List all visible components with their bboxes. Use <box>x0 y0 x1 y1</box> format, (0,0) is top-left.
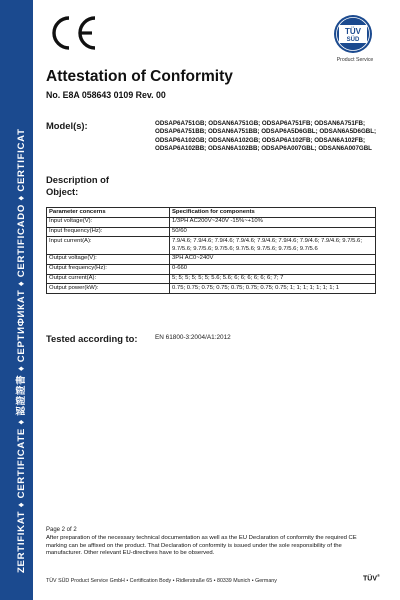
footer-address: TÜV SÜD Product Service GmbH • Certification Body • Ridlerstraße 65 • 80339 Munich • Germany <box>46 578 277 584</box>
models-list: ODSAP6A751GB; ODSAN6A751GB; ODSAP6A751FB; ODSAN6A751FB; ODSAP6A751BB; ODSAN6A751BB; ODSAP6A5D6GBL; ODSAN6A5D6GBL; ODSAP6A102GB; ODSAN6A102GB; ODSAP6A102FB; ODSAN6A102FB; ODSAP6A102BB; ODSAN6A102BB; ODSAP6A007GBL; ODSAN6A007GBL <box>155 120 377 153</box>
table-cell-parameter: Input frequency(Hz): <box>47 227 170 237</box>
table-row <box>47 227 376 237</box>
table-cell-value: 1/3PH AC200V~240V -15%~+10% <box>170 217 376 227</box>
ce-mark-logo <box>45 14 99 52</box>
description-label: Description of Object: <box>46 174 110 197</box>
table-row <box>47 254 376 264</box>
tuv-sud-logo <box>333 14 373 54</box>
table-cell-value: 7.9/4.6; 7.9/4.6; 7.9/4.6; 7.9/4.6; 7.9/4.6; 7.9/4.6; 7.9/4.6; 7.9/4.6; 9.7/5.6; 9.7/5.6; 9.7/5.6; 9.7/5.6; 9.7/5.6; 9.7/5.6; 9.7/5.6; 9.7/5.6 <box>170 237 376 255</box>
product-service-label: Product Service <box>336 57 374 63</box>
table-cell-parameter: Output frequency(Hz): <box>47 264 170 274</box>
table-cell-value: 50/60 <box>170 227 376 237</box>
table-header-parameter: Parameter concerns <box>47 208 170 218</box>
models-label: Model(s): <box>46 120 88 131</box>
table-row <box>47 274 376 284</box>
document-title: Attestation of Conformity <box>46 68 233 85</box>
table-row <box>47 264 376 274</box>
table-cell-parameter: Output power(kW): <box>47 284 170 294</box>
logo-subtext: SÜD <box>346 37 360 43</box>
table-cell-value: 5; 5; 5; 5; 5; 5; 5.6; 5.6; 6; 6; 6; 6; 6; 6; 7; 7 <box>170 274 376 284</box>
table-row <box>47 237 376 255</box>
table-row <box>47 217 376 227</box>
table-row <box>47 284 376 294</box>
side-band-text: ZERTIFIKAT ♦ CERTIFICATE ♦ 認證證書 ♦ СЕРТИФИКАТ ♦ CERTIFICADO ♦ CERTIFICAT <box>16 128 27 573</box>
registered-mark: ® <box>377 573 380 578</box>
table-cell-parameter: Output current(A): <box>47 274 170 284</box>
table-header-specification: Specification for components <box>170 208 376 218</box>
table-cell-value: 0-660 <box>170 264 376 274</box>
table-cell-value: 0.75; 0.75; 0.75; 0.75; 0.75; 0.75; 0.75; 0.75; 1; 1; 1; 1; 1; 1; 1; 1 <box>170 284 376 294</box>
table-cell-parameter: Output voltage(V): <box>47 254 170 264</box>
logo-text: TÜV <box>345 27 361 36</box>
footer-logo-text: TÜV <box>363 575 377 583</box>
document-number: No. E8A 058643 0109 Rev. 00 <box>46 90 166 100</box>
table-cell-parameter: Input voltage(V): <box>47 217 170 227</box>
tested-label: Tested according to: <box>46 333 138 344</box>
page-number: Page 2 of 2 <box>46 527 77 533</box>
certificate-side-band <box>0 0 33 600</box>
conformity-footnote: After preparation of the necessary technical documentation as well as the EU Declaration of conformity the required CE marking can be affixed on the product. That Declaration of conformity is issued under the sole responsibility of the manufacturer. Other relevant EU-directives have to be observed. <box>46 535 357 557</box>
footer-logo <box>363 573 380 582</box>
tested-standard: EN 61800-3:2004/A1:2012 <box>155 334 231 341</box>
table-cell-value: 3PH AC0~240V <box>170 254 376 264</box>
table-cell-parameter: Input current(A): <box>47 237 170 255</box>
table-header-row <box>47 208 376 218</box>
specification-table <box>46 207 376 294</box>
